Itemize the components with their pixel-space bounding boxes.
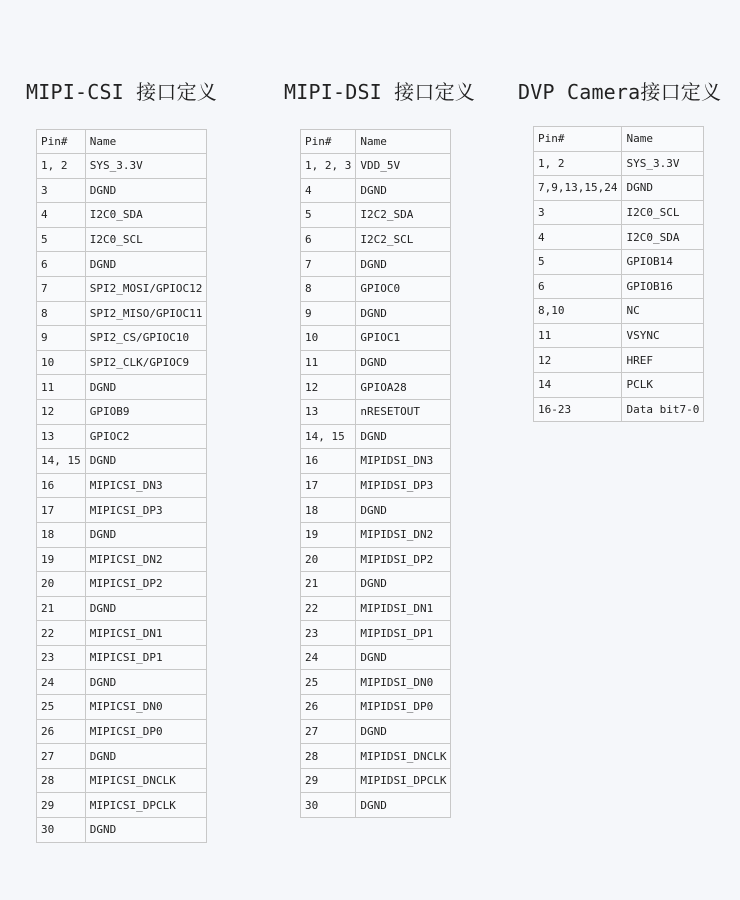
pin-number-cell: 26 <box>37 719 86 744</box>
table-row <box>534 397 704 422</box>
signal-name-cell: I2C0_SCL <box>622 200 704 225</box>
signal-name-cell: PCLK <box>622 372 704 397</box>
table-row <box>301 572 451 597</box>
table-row <box>534 176 704 201</box>
mipi-dsi-title: MIPI-DSI 接口定义 <box>284 80 475 104</box>
table-row <box>301 350 451 375</box>
signal-name-cell: MIPIDSI_DPCLK <box>356 768 451 793</box>
signal-name-cell: DGND <box>85 670 207 695</box>
pin-number-cell: 1, 2 <box>37 154 86 179</box>
table-row <box>37 375 207 400</box>
pin-number-cell: 5 <box>37 227 86 252</box>
pin-number-cell: 20 <box>37 572 86 597</box>
signal-name-cell: DGND <box>356 424 451 449</box>
signal-name-cell: MIPICSI_DP2 <box>85 572 207 597</box>
signal-name-cell: DGND <box>85 522 207 547</box>
signal-name-cell: DGND <box>356 350 451 375</box>
signal-name-cell: HREF <box>622 348 704 373</box>
dvp-camera-pin-table <box>533 126 704 422</box>
pin-number-cell: 6 <box>534 274 622 299</box>
signal-name-cell: MIPICSI_DN2 <box>85 547 207 572</box>
table-row <box>37 424 207 449</box>
mipi-csi-pin-table <box>36 129 207 843</box>
pin-number-cell: 17 <box>37 498 86 523</box>
table-row <box>37 301 207 326</box>
table-row <box>301 252 451 277</box>
table-row <box>301 203 451 228</box>
signal-name-cell: DGND <box>85 449 207 474</box>
pin-number-cell: 11 <box>534 323 622 348</box>
pin-number-cell: 22 <box>37 621 86 646</box>
pin-number-cell: 19 <box>301 522 356 547</box>
pin-number-cell: 17 <box>301 473 356 498</box>
signal-name-cell: MIPIDSI_DN1 <box>356 596 451 621</box>
signal-name-cell: MIPIDSI_DP0 <box>356 695 451 720</box>
signal-name-cell: GPIOC1 <box>356 326 451 351</box>
table-header-row <box>534 127 704 152</box>
table-row <box>534 348 704 373</box>
signal-name-cell: NC <box>622 299 704 324</box>
table-row <box>301 670 451 695</box>
pin-column-header: Pin# <box>301 130 356 154</box>
pin-number-cell: 12 <box>301 375 356 400</box>
pin-number-cell: 7 <box>37 276 86 301</box>
table-row <box>534 249 704 274</box>
signal-name-cell: DGND <box>356 572 451 597</box>
signal-name-cell: MIPICSI_DP1 <box>85 645 207 670</box>
signal-name-cell: DGND <box>356 645 451 670</box>
table-row <box>301 744 451 769</box>
table-row <box>37 645 207 670</box>
table-row <box>301 227 451 252</box>
table-row <box>534 299 704 324</box>
pin-number-cell: 13 <box>37 424 86 449</box>
table-row <box>301 719 451 744</box>
signal-name-cell: DGND <box>356 498 451 523</box>
pin-number-cell: 24 <box>37 670 86 695</box>
pin-number-cell: 11 <box>301 350 356 375</box>
signal-name-cell: DGND <box>85 744 207 769</box>
pin-number-cell: 7,9,13,15,24 <box>534 176 622 201</box>
signal-name-cell: DGND <box>356 719 451 744</box>
signal-name-cell: DGND <box>356 252 451 277</box>
pin-number-cell: 27 <box>301 719 356 744</box>
pin-number-cell: 13 <box>301 399 356 424</box>
signal-name-cell: MIPIDSI_DP3 <box>356 473 451 498</box>
table-row <box>301 695 451 720</box>
table-row <box>37 522 207 547</box>
table-row <box>37 547 207 572</box>
pin-number-cell: 9 <box>37 326 86 351</box>
signal-name-cell: nRESETOUT <box>356 399 451 424</box>
table-row <box>37 818 207 843</box>
table-row <box>301 547 451 572</box>
signal-name-cell: GPIOB14 <box>622 249 704 274</box>
pin-column-header: Pin# <box>534 127 622 152</box>
table-row <box>37 154 207 179</box>
pin-number-cell: 3 <box>37 178 86 203</box>
signal-name-cell: I2C0_SDA <box>85 203 207 228</box>
pin-number-cell: 1, 2, 3 <box>301 154 356 179</box>
table-row <box>37 473 207 498</box>
signal-name-cell: VDD_5V <box>356 154 451 179</box>
mipi-csi-title: MIPI-CSI 接口定义 <box>26 80 217 104</box>
pin-number-cell: 21 <box>37 596 86 621</box>
signal-name-cell: I2C0_SCL <box>85 227 207 252</box>
pin-number-cell: 23 <box>37 645 86 670</box>
pin-number-cell: 6 <box>301 227 356 252</box>
signal-name-cell: DGND <box>356 178 451 203</box>
table-row <box>37 227 207 252</box>
table-row <box>37 744 207 769</box>
table-row <box>37 203 207 228</box>
signal-name-cell: MIPICSI_DP3 <box>85 498 207 523</box>
pin-number-cell: 12 <box>37 399 86 424</box>
signal-name-cell: MIPIDSI_DN0 <box>356 670 451 695</box>
signal-name-cell: MIPIDSI_DN3 <box>356 449 451 474</box>
pin-number-cell: 22 <box>301 596 356 621</box>
signal-name-cell: SPI2_CS/GPIOC10 <box>85 326 207 351</box>
signal-name-cell: I2C2_SCL <box>356 227 451 252</box>
pin-column-header: Pin# <box>37 130 86 154</box>
table-row <box>37 399 207 424</box>
table-row <box>37 350 207 375</box>
pin-number-cell: 21 <box>301 572 356 597</box>
signal-name-cell: MIPIDSI_DNCLK <box>356 744 451 769</box>
pin-number-cell: 19 <box>37 547 86 572</box>
signal-name-cell: DGND <box>85 252 207 277</box>
pin-number-cell: 1, 2 <box>534 151 622 176</box>
signal-name-cell: MIPIDSI_DP2 <box>356 547 451 572</box>
signal-name-cell: I2C0_SDA <box>622 225 704 250</box>
name-column-header: Name <box>85 130 207 154</box>
signal-name-cell: VSYNC <box>622 323 704 348</box>
table-row <box>301 301 451 326</box>
table-row <box>301 375 451 400</box>
pin-number-cell: 8,10 <box>534 299 622 324</box>
signal-name-cell: SPI2_MOSI/GPIOC12 <box>85 276 207 301</box>
pin-number-cell: 4 <box>301 178 356 203</box>
signal-name-cell: MIPICSI_DN3 <box>85 473 207 498</box>
table-row <box>37 252 207 277</box>
pin-number-cell: 6 <box>37 252 86 277</box>
signal-name-cell: MIPICSI_DP0 <box>85 719 207 744</box>
table-row <box>301 522 451 547</box>
mipi-dsi-pin-table <box>300 129 451 818</box>
signal-name-cell: DGND <box>85 375 207 400</box>
table-row <box>301 178 451 203</box>
signal-name-cell: MIPICSI_DN1 <box>85 621 207 646</box>
table-row <box>37 621 207 646</box>
table-row <box>37 793 207 818</box>
signal-name-cell: GPIOA28 <box>356 375 451 400</box>
pin-number-cell: 16 <box>301 449 356 474</box>
signal-name-cell: DGND <box>356 301 451 326</box>
pin-number-cell: 28 <box>37 768 86 793</box>
table-row <box>534 372 704 397</box>
table-row <box>301 768 451 793</box>
table-header-row <box>301 130 451 154</box>
table-row <box>301 596 451 621</box>
table-row <box>301 645 451 670</box>
pin-number-cell: 29 <box>37 793 86 818</box>
pin-number-cell: 8 <box>301 276 356 301</box>
table-row <box>534 274 704 299</box>
table-row <box>37 670 207 695</box>
table-row <box>534 225 704 250</box>
pin-number-cell: 14, 15 <box>301 424 356 449</box>
pin-number-cell: 10 <box>37 350 86 375</box>
pin-number-cell: 29 <box>301 768 356 793</box>
pin-number-cell: 5 <box>301 203 356 228</box>
pin-number-cell: 30 <box>301 793 356 818</box>
signal-name-cell: MIPICSI_DNCLK <box>85 768 207 793</box>
table-row <box>301 449 451 474</box>
signal-name-cell: DGND <box>85 818 207 843</box>
table-row <box>534 151 704 176</box>
signal-name-cell: MIPIDSI_DN2 <box>356 522 451 547</box>
table-row <box>301 326 451 351</box>
table-row <box>301 793 451 818</box>
table-row <box>534 323 704 348</box>
pin-number-cell: 5 <box>534 249 622 274</box>
signal-name-cell: MIPICSI_DN0 <box>85 695 207 720</box>
pin-number-cell: 14, 15 <box>37 449 86 474</box>
signal-name-cell: Data bit7-0 <box>622 397 704 422</box>
table-row <box>301 498 451 523</box>
pin-number-cell: 18 <box>37 522 86 547</box>
pin-number-cell: 24 <box>301 645 356 670</box>
table-row <box>301 154 451 179</box>
pin-number-cell: 28 <box>301 744 356 769</box>
pin-number-cell: 16 <box>37 473 86 498</box>
table-row <box>301 424 451 449</box>
table-row <box>301 621 451 646</box>
pin-number-cell: 27 <box>37 744 86 769</box>
table-row <box>37 449 207 474</box>
table-row <box>37 768 207 793</box>
signal-name-cell: DGND <box>356 793 451 818</box>
signal-name-cell: SYS_3.3V <box>85 154 207 179</box>
pin-number-cell: 23 <box>301 621 356 646</box>
pin-number-cell: 25 <box>301 670 356 695</box>
pin-number-cell: 30 <box>37 818 86 843</box>
table-row <box>37 498 207 523</box>
signal-name-cell: I2C2_SDA <box>356 203 451 228</box>
pin-number-cell: 7 <box>301 252 356 277</box>
table-row <box>37 596 207 621</box>
table-row <box>37 326 207 351</box>
table-row <box>301 399 451 424</box>
table-row <box>37 695 207 720</box>
table-row <box>301 473 451 498</box>
pin-number-cell: 11 <box>37 375 86 400</box>
table-row <box>37 276 207 301</box>
signal-name-cell: MIPIDSI_DP1 <box>356 621 451 646</box>
pin-number-cell: 12 <box>534 348 622 373</box>
signal-name-cell: GPIOB9 <box>85 399 207 424</box>
table-header-row <box>37 130 207 154</box>
pin-number-cell: 26 <box>301 695 356 720</box>
table-row <box>37 178 207 203</box>
table-row <box>301 276 451 301</box>
pin-number-cell: 10 <box>301 326 356 351</box>
signal-name-cell: GPIOC0 <box>356 276 451 301</box>
pin-number-cell: 18 <box>301 498 356 523</box>
signal-name-cell: SYS_3.3V <box>622 151 704 176</box>
pin-number-cell: 3 <box>534 200 622 225</box>
signal-name-cell: MIPICSI_DPCLK <box>85 793 207 818</box>
dvp-camera-title: DVP Camera接口定义 <box>518 80 722 104</box>
signal-name-cell: DGND <box>85 178 207 203</box>
name-column-header: Name <box>356 130 451 154</box>
signal-name-cell: GPIOC2 <box>85 424 207 449</box>
pin-number-cell: 14 <box>534 372 622 397</box>
table-row <box>37 719 207 744</box>
pin-number-cell: 4 <box>534 225 622 250</box>
table-row <box>37 572 207 597</box>
signal-name-cell: SPI2_CLK/GPIOC9 <box>85 350 207 375</box>
pin-number-cell: 20 <box>301 547 356 572</box>
pin-number-cell: 4 <box>37 203 86 228</box>
signal-name-cell: SPI2_MISO/GPIOC11 <box>85 301 207 326</box>
signal-name-cell: DGND <box>622 176 704 201</box>
pin-number-cell: 16-23 <box>534 397 622 422</box>
signal-name-cell: DGND <box>85 596 207 621</box>
pin-number-cell: 8 <box>37 301 86 326</box>
signal-name-cell: GPIOB16 <box>622 274 704 299</box>
name-column-header: Name <box>622 127 704 152</box>
pin-number-cell: 9 <box>301 301 356 326</box>
table-row <box>534 200 704 225</box>
pin-number-cell: 25 <box>37 695 86 720</box>
